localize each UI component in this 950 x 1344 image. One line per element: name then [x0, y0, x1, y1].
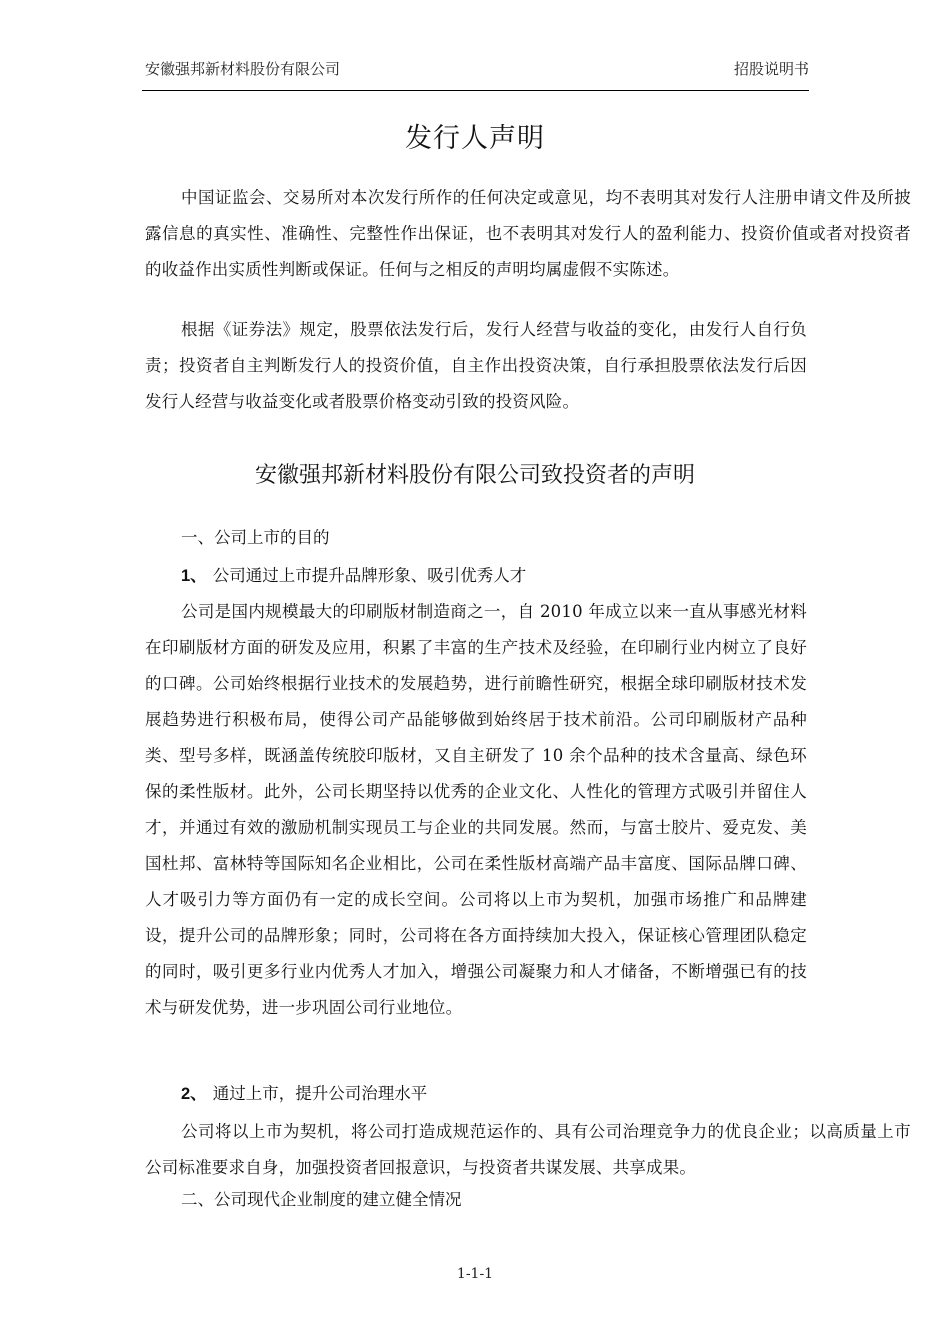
declaration-paragraph-2: 根据《证券法》规定，股票依法发行后，发行人经营与收益的变化，由发行人自行负责；投资者自主判断发行人的投资价值，自主作出投资决策，自行承担股票依法发行后因发行人经营与收益变化或者股票价格变动引致的投资风险。	[145, 320, 807, 411]
item-1-body: 公司是国内规模最大的印刷版材制造商之一，自 2010 年成立以来一直从事感光材料在印刷版材方面的研发及应用，积累了丰富的生产技术及经验，在印刷行业内树立了良好的口碑。公司始终根据行业技术的发展趋势，进行前瞻性研究，根据全球印刷版材技术发展趋势进行积极布局，使得公司产品能够做到始终居于技术前沿。公司印刷版材产品种类、型号多样，既涵盖传统胶印版材，又自主研发了 10 余个品种的技术含量高、绿色环保的柔性版材。此外，公司长期坚持以优秀的企业文化、人性化的管理方式吸引并留住人才，并通过有效的激励机制实现员工与企业的共同发展。然而，与富士胶片、爱克发、美国杜邦、富林特等国际知名企业相比，公司在柔性版材高端产品丰富度、国际品牌口碑、人才吸引力等方面仍有一定的成长空间。公司将以上市为契机，加强市场推广和品牌建设，提升公司的品牌形象；同时，公司将在各方面持续加大投入，保证核心管理团队稳定的同时，吸引更多行业内优秀人才加入，增强公司凝聚力和人才储备，不断增强已有的技术与研发优势，进一步巩固公司行业地位。	[145, 602, 807, 1017]
page-title: 发行人声明	[405, 123, 545, 154]
investor-statement-title: 安徽强邦新材料股份有限公司致投资者的声明	[254, 463, 695, 488]
item-2-number: 2、	[181, 1085, 207, 1103]
page-header	[145, 58, 809, 80]
section-1-heading: 一、公司上市的目的	[181, 528, 330, 547]
header-divider	[142, 90, 809, 91]
item-2-title: 通过上市，提升公司治理水平	[212, 1084, 428, 1103]
item-1-heading	[181, 558, 526, 594]
item-2-heading	[181, 1076, 427, 1112]
item-1-title: 公司通过上市提升品牌形象、吸引优秀人才	[212, 566, 527, 585]
header-company-name: 安徽强邦新材料股份有限公司	[145, 60, 341, 78]
item-2-body: 公司将以上市为契机，将公司打造成规范运作的、具有公司治理竞争力的优良企业；以高质量上市公司标准要求自身，加强投资者回报意识，与投资者共谋发展、共享成果。	[145, 1122, 911, 1177]
section-2-heading: 二、公司现代企业制度的建立健全情况	[181, 1190, 462, 1209]
page-number: 1-1-1	[456, 1266, 494, 1282]
item-1-number: 1、	[181, 567, 207, 585]
header-document-type: 招股说明书	[733, 60, 809, 78]
declaration-paragraph-1: 中国证监会、交易所对本次发行所作的任何决定或意见，均不表明其对发行人注册申请文件及所披露信息的真实性、准确性、完整性作出保证，也不表明其对发行人的盈利能力、投资价值或者对投资者的收益作出实质性判断或保证。任何与之相反的声明均属虚假不实陈述。	[145, 188, 911, 279]
